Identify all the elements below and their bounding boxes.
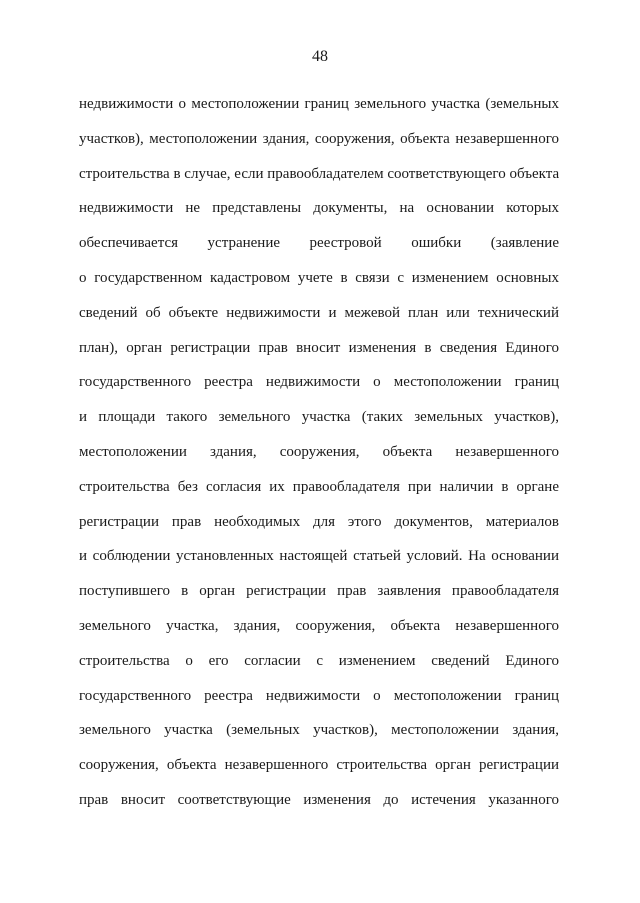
text-line: государственного реестра недвижимости о местоположении границ [79,687,559,704]
page-number: 48 [312,48,328,65]
text-line: о государственном кадастровом учете в связи с изменением основных [79,269,559,286]
text-line: земельного участка, здания, сооружения, объекта незавершенного [79,617,559,634]
text-line: сведений об объекте недвижимости и межевой план или технический [79,304,559,321]
text-line: недвижимости о местоположении границ земельного участка (земельных [79,96,559,112]
text-line: поступившего в орган регистрации прав заявления правообладателя [79,583,559,600]
text-line: государственного реестра недвижимости о местоположении границ [79,374,559,391]
text-line: регистрации прав необходимых для этого документов, материалов [79,513,559,530]
text-line: и площади такого земельного участка (таких земельных участков), [79,409,559,426]
text-line: строительства в случае, если правообладателем соответствующего объекта [79,165,559,182]
text-line: строительства о его согласии с изменением сведений Единого [79,652,559,669]
body-text [79,94,559,825]
text-line: участков), местоположении здания, сооружения, объекта незавершенного [79,130,559,147]
text-line: план), орган регистрации прав вносит изменения в сведения Единого [79,339,559,356]
text-line: обеспечивается устранение реестровой ошибки (заявление [79,235,559,252]
text-line: сооружения, объекта незавершенного строительства орган регистрации [79,757,559,774]
text-line: недвижимости не представлены документы, на основании которых [79,200,559,217]
text-line: земельного участка (земельных участков), местоположении здания, [79,722,559,739]
text-line: прав вносит соответствующие изменения до истечения указанного [79,791,559,808]
text-line: строительства без согласия их правообладателя при наличии в органе [79,478,559,495]
text-line: и соблюдении установленных настоящей статьей условий. На основании [79,548,559,565]
text-line: местоположении здания, сооружения, объекта незавершенного [79,443,559,460]
